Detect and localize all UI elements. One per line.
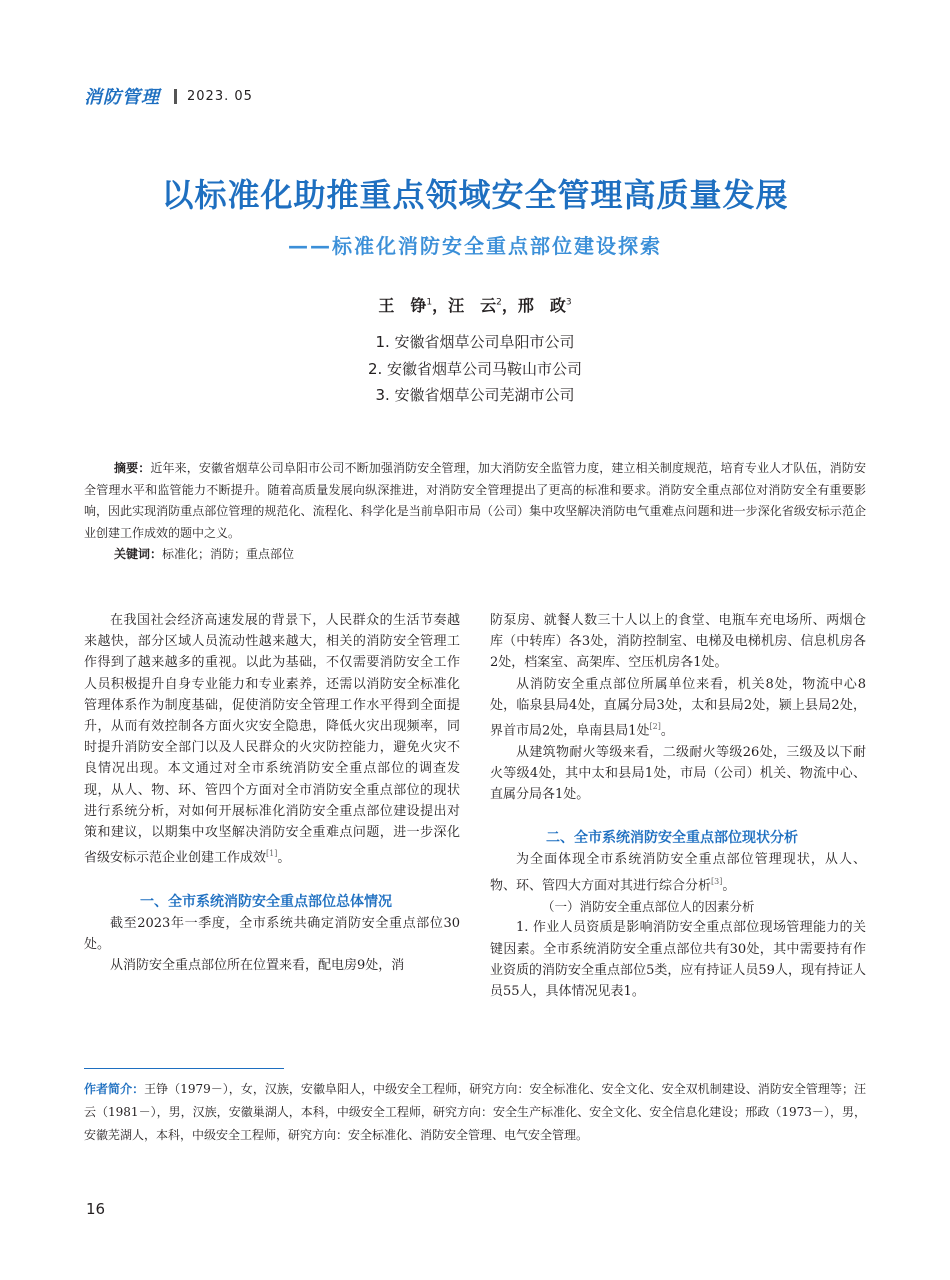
affiliation: 2. 安徽省烟草公司马鞍山市公司 — [367, 359, 583, 378]
right-column — [490, 610, 866, 1002]
author-affiliation-mark: 3 — [565, 297, 572, 308]
affiliation: 1. 安徽省烟草公司阜阳市公司 — [375, 333, 575, 351]
author-name: 王 铮 — [378, 296, 427, 315]
citation-ref: [1] — [266, 849, 278, 859]
citation-ref: [2] — [649, 722, 661, 732]
abstract — [84, 458, 866, 544]
abstract-text: 近年来，安徽省烟草公司阜阳市公司不断加强消防安全管理，加大消防安全监管力度，建立相关制度规范，培育专业人才队伍，消防安全管理水平和监管能力不断提升。随着高质量发展向纵深推进，对消防安全管理提出了更高的标准和要求。消防安全重点部位对消防安全有重要影响，因此实现消防重点部位管理的规范化、流程化、科学化是当前阜阳市局（公司）集中攻坚解决消防电气重难点问题和进一步深化省级安标示范企业创建工作成效的题中之义。 — [84, 461, 866, 540]
author-bio — [84, 1078, 866, 1147]
citation-ref: [3] — [711, 876, 723, 886]
author-name: 汪 云 — [448, 296, 497, 315]
keywords — [84, 544, 866, 566]
issue-number: 2023. 05 — [187, 88, 253, 104]
body-paragraph: 截至2023年一季度，全市系统共确定消防安全重点部位30处。 — [84, 915, 460, 953]
body-paragraph: 在我国社会经济高速发展的背景下，人民群众的生活节奏越来越快，部分区域人员流动性越来越大，相关的消防安全管理工作得到了越来越多的重视。以此为基础，不仅需要消防安全工作人员积极提升自身专业能力和专业素养，还需以消防安全标准化管理体系作为制度基础，促使消防安全管理工作水平得到全面提升，从而有效控制各方面火灾安全隐患，降低火灾出现频率，同时提升消防安全部门以及人民群众的火灾防控能力，避免火灾不良情况出现。本文通过对全市系统消防安全重点部位的调查发现，从人、物、环、管四个方面对全市消防安全重点部位的现状进行系统分析，对如何开展标准化消防安全重点部位建设提出对策和建议，以期集中攻坚解决消防安全重难点问题，进一步深化省级安标示范企业创建工作成效[1]。 — [84, 613, 460, 866]
bio-text: 王铮（1979－），女，汉族，安徽阜阳人，中级安全工程师，研究方向：安全标准化、安全文化、安全双机制建设、消防安全管理等；汪云（1981－），男，汉族，安徽巢湖人，本科，中级安全工程师，研究方向：安全生产标准化、安全文化、安全信息化建设；邢政（1973－），男，安徽芜湖人，本科，中级安全工程师，研究方向：安全标准化、消防安全管理、电气安全管理。 — [84, 1082, 866, 1142]
author-name: 邢 政 — [517, 296, 566, 315]
article-title: 以标准化助推重点领域安全管理高质量发展 — [161, 176, 789, 214]
body-paragraph: 防泵房、就餐人数三十人以上的食堂、电瓶车充电场所、两烟仓库（中转库）各3处，消防控制室、电梯及电梯机房、信息机房各2处，档案室、高架库、空压机房各1处。 — [490, 613, 866, 671]
affiliations — [0, 329, 950, 409]
abstract-block — [84, 458, 866, 566]
author-affiliation-mark: 2 — [496, 297, 502, 308]
section-heading-1: 一、全市系统消防安全重点部位总体情况 — [140, 893, 392, 910]
body-paragraph: 从消防安全重点部位所属单位来看，机关8处，物流中心8处，临泉县局4处，直属分局3处，太和县局2处，颍上县局2处，界首市局2处，阜南县局1处[2]。 — [490, 676, 866, 739]
author-line — [0, 293, 950, 316]
abstract-label: 摘要： — [114, 461, 151, 475]
article-subtitle: ——标准化消防安全重点部位建设探索 — [288, 234, 662, 258]
header-separator — [174, 89, 177, 104]
page-number: 16 — [86, 1200, 106, 1218]
body-paragraph: 从消防安全重点部位所在位置来看，配电房9处，消 — [110, 958, 405, 974]
author-separator: ， — [432, 296, 449, 315]
affiliation: 3. 安徽省烟草公司芜湖市公司 — [375, 386, 575, 404]
keywords-text: 标准化；消防；重点部位 — [162, 547, 295, 561]
keywords-label: 关键词： — [114, 547, 163, 561]
body-paragraph: 1. 作业人员资质是影响消防安全重点部位现场管理能力的关键因素。全市系统消防安全重点部位共有30处，其中需要持有作业资质的消防安全重点部位5类，应有持证人员59人，现有持证人员55人，具体情况见表1。 — [490, 920, 866, 999]
subsection-heading: （一）消防安全重点部位人的因素分析 — [542, 899, 755, 915]
section-heading-2: 二、全市系统消防安全重点部位现状分析 — [546, 830, 798, 847]
footnote-divider — [84, 1068, 284, 1069]
bio-label: 作者简介： — [84, 1082, 145, 1096]
body-paragraph: 从建筑物耐火等级来看，二级耐火等级26处，三级及以下耐火等级4处，其中太和县局1处，市局（公司）机关、物流中心、直属分局各1处。 — [490, 744, 866, 802]
running-header — [84, 84, 253, 108]
author-separator: ， — [501, 296, 518, 315]
body-paragraph: 为全面体现全市系统消防安全重点部位管理现状，从人、物、环、管四大方面对其进行综合分析[3]。 — [490, 852, 866, 893]
left-column — [84, 610, 460, 977]
journal-name: 消防管理 — [84, 87, 160, 108]
author-affiliation-mark: 1 — [426, 297, 433, 308]
